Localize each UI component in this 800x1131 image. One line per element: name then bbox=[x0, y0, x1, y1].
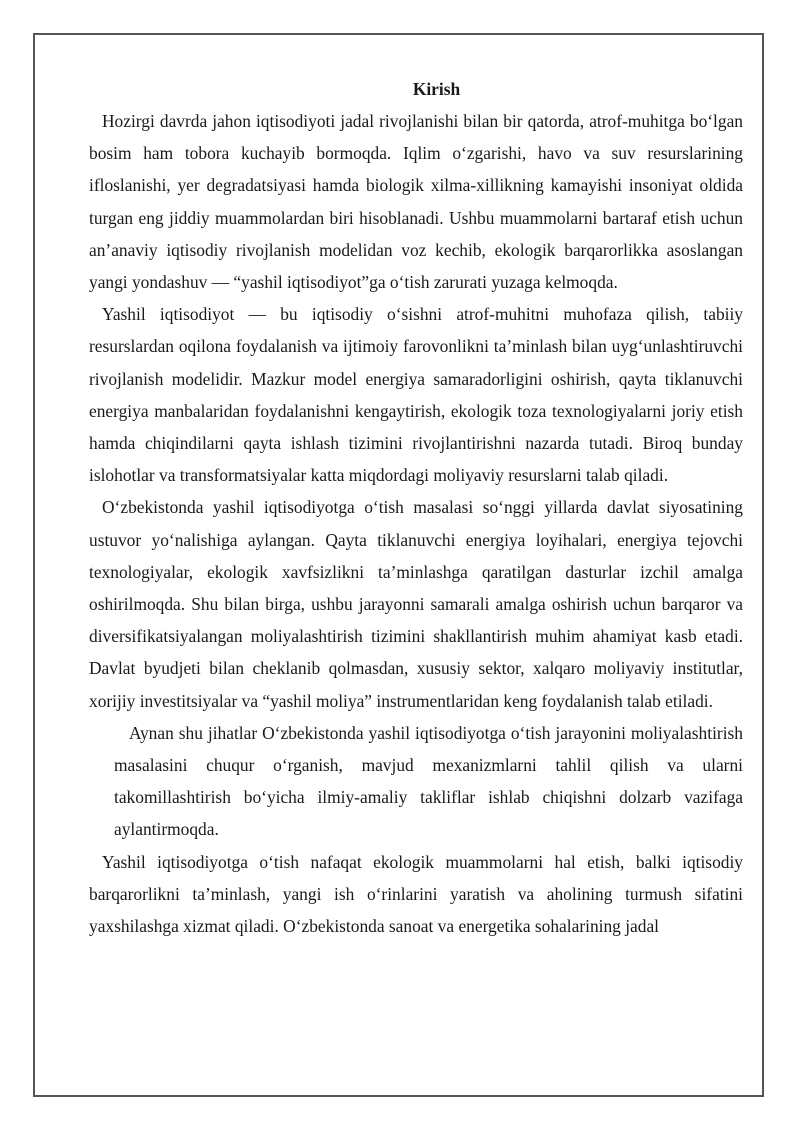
paragraph-uzbekistan-policy: O‘zbekistonda yashil iqtisodiyotga o‘tish masalasi so‘nggi yillarda davlat siyosatining ustuvor yo‘nalishiga aylangan. Qayta tiklanuvchi energiya loyihalari, energiya tejovchi texnologiyalar, ekologik xavfsizlikni ta’minlashga qaratilgan dasturlar izchil amalga oshirilmoqda. Shu bilan birga, ushbu jarayonni samarali amalga oshirish uchun barqaror va diversifikatsiyalangan moliyalashtirish tizimini shakllantirish muhim ahamiyat kasb etadi. Davlat byudjeti bilan cheklanib qolmasdan, xususiy sektor, xalqaro moliyaviy institutlar, xorijiy investitsiyalar va “yashil moliya” instrumentlaridan keng foydalanish talab etiladi. bbox=[89, 497, 743, 711]
paragraph-benefits: Yashil iqtisodiyotga o‘tish nafaqat ekologik muammolarni hal etish, balki iqtisodiy barqarorlikni ta’minlash, yangi ish o‘rinlarini yaratish va aholining turmush sifatini yaxshilashga xizmat qiladi. O‘zbekistonda sanoat va energetika sohalarining jadal bbox=[89, 851, 743, 937]
paragraph-relevance: Aynan shu jihatlar O‘zbekistonda yashil iqtisodiyotga o‘tish jarayonini moliyalashtirish masalasini chuqur o‘rganish, mavjud mexanizmlarni tahlil qilish va ularni takomillashtirish bo‘yicha ilmiy-amaliy takliflar ishlab chiqishni dolzarb vazifaga aylantirmoqda. bbox=[114, 722, 743, 840]
paragraph-green-economy-definition: Yashil iqtisodiyot — bu iqtisodiy o‘sishni atrof-muhitni muhofaza qilish, tabiiy resurslardan oqilona foydalanish va ijtimoiy farovonlikni ta’minlash bilan uyg‘unlashtiruvchi rivojlanish modelidir. Mazkur model energiya samaradorligini oshirish, qayta tiklanuvchi energiya manbalaridan foydalanishni kengaytirish, ekologik toza texnologiyalarni joriy etish hamda chiqindilarni qayta ishlash tizimini rivojlantirishni nazarda tutadi. Biroq bunday islohotlar va transformatsiyalar katta miqdordagi moliyaviy resurslarni talab qiladi. bbox=[89, 304, 743, 486]
document-body bbox=[89, 73, 743, 942]
paragraph-introduction: Hozirgi davrda jahon iqtisodiyoti jadal rivojlanishi bilan bir qatorda, atrof-muhitga bo‘lgan bosim ham tobora kuchayib bormoqda. Iqlim o‘zgarishi, havo va suv resurslarining ifloslanishi, yer degradatsiyasi hamda biologik xilma-xillikning kamayishi insoniyat oldida turgan eng jiddiy muammolardan biri hisoblanadi. Ushbu muammolarni bartaraf etish uchun an’anaviy iqtisodiy rivojlanish modelidan voz kechib, ekologik barqarorlikka asoslangan yangi yondashuv — “yashil iqtisodiyot”ga o‘tish zarurati yuzaga kelmoqda. bbox=[89, 111, 743, 293]
document-title: Kirish bbox=[412, 79, 461, 99]
